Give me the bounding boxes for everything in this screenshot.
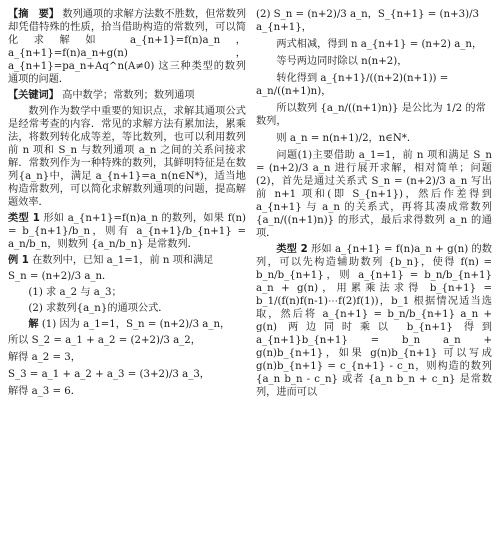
abstract-label: 【摘 要】 [8, 9, 60, 20]
left-column [8, 8, 246, 402]
type2-label: 类型 2 [276, 244, 308, 255]
type1-text-b: f(n) = b_{n+1}/b_n，则有 a_{n+1}/b_{n+1} = a_n/b_n，则数列 {a_n/b_n} 是常数列． [8, 213, 247, 250]
example1-text: 在数列中，已知 a_1=1，前 n 项和满足 [32, 255, 214, 266]
example1-label: 例 1 [8, 255, 29, 266]
question-2: (2) 求数列{a_n}的通项公式． [28, 303, 169, 314]
derivation-line-6: 则 a_n = n(n+1)/2，n∈N*． [276, 133, 418, 144]
solution-line-5: 解得 a_3 = 6． [8, 386, 81, 397]
solution-intro [8, 318, 246, 331]
solution-label: 解 [28, 319, 39, 330]
type1-label: 类型 1 [8, 213, 40, 224]
intro-paragraph: 数列作为数学中重要的知识点，求解其通项公式是经常考查的内容．常见的求解方法有累加法，累乘法，将数列转化成等差，等比数列，也可以利用数列前 n 项和 S_n 与数列通项 a_n 之间的关系问接求解．常数列作为一种特殊的数列，其鲜明特征是在数列{a_n}中，满足 a_{n+1}=a_n(n∈N*)，适当地构造常数列，可以简化求解数列通项的问题，提高解题效率． [8, 106, 246, 208]
abstract [8, 8, 246, 86]
solution-line-4: S_3 = a_1 + a_2 + a_3 = (3+2)/3 a_3， [8, 369, 210, 380]
type1-heading [8, 212, 246, 251]
type1-text-a: 形如 a_{n+1}=f(n)a_n 的数列，如果 [43, 213, 225, 224]
derivation-line-1: (2) S_n = (n+2)/3 a_n，S_{n+1} = (n+3)/3 a_{n+1}， [256, 9, 479, 33]
solution-line-3: 解得 a_2 = 3， [8, 352, 81, 363]
question-1: (1) 求 a_2 与 a_3； [28, 287, 122, 298]
keywords [8, 89, 246, 102]
solution-line-2: 所以 S_2 = a_1 + a_2 = (2+2)/3 a_2， [8, 335, 201, 346]
type2-text: 形如 a_{n+1} = f(n)a_n + g(n) 的数列，可以先构造辅助数列 {b_n}，使得 f(n) = b_n/b_{n+1}，则 a_{n+1} = b_n/b_{n+1} a_n + g(n)，用累乘法求得 b_{n+1} = b_1/(f(n)f(n-1)⋯f(2)f(1))，b_1 根据情况适当选取，然后将 a_{n+1} = b_n/b_{n+1} a_n + g(n) 两边同时乘以 b_{n+1} 得到 a_{n+1}b_{n+1} = b_n a_n + g(n)b_{n+1}，如果 g(n)b_{n+1} 可以写成 g(n)b_{n+1} = c_{n+1} - c_n，则构造的数列 {a_n b_n - c_n} 或者 {a_n b_n + c_n} 是常数列，进而可以 [256, 244, 492, 398]
keywords-text: 高中数学；常数列；数列通项 [62, 90, 195, 101]
derivation-line-2: 两式相减，得到 n a_{n+1} = (n+2) a_n， [276, 39, 483, 50]
derivation-line-5: 所以数列 {a_n/((n+1)n)} 是公比为 1/2 的常数列， [256, 103, 486, 127]
derivation-line-4: 转化得到 a_{n+1}/((n+2)(n+1)) = a_n/((n+1)n)， [256, 73, 449, 97]
solution-line-1: (1) 因为 a_1=1，S_n = (n+2)/3 a_n， [41, 319, 231, 330]
type2-paragraph [256, 243, 492, 399]
abstract-text: 数列通项的求解方法数不胜数，但常数列却凭借特殊的性质，拾当借助构造的常数列，可以简化求解如 a_{n+1}=f(n)a_n，a_{n+1}=f(n)a_n+g(n)，a_{n+1}=pa_n+Aq^n(A≠0) 这三种类型的数列通项的问题． [8, 9, 247, 85]
example1 [8, 254, 246, 267]
derivation-line-3: 等号两边同时除以 n(n+2)， [276, 56, 408, 67]
example1-condition: S_n = (n+2)/3 a_n． [8, 271, 113, 282]
analysis-paragraph: 问题(1)主要借助 a_1=1，前 n 项和满足 S_n = (n+2)/3 a_n 进行展开求解，相对简单；问题(2)，首先是通过关系式 S_n = (n+2)/3 a_n 写出前 n+1 项和(即 S_{n+1})，然后作差得到 a_{n+1} 与 a_n 的关系式，再将其凑成常数列 {a_n/((n+1)n)} 的形式，最后求得数列 a_n 的通项． [256, 150, 492, 239]
keywords-label: 【关键词】 [8, 90, 59, 101]
right-column [256, 8, 492, 402]
